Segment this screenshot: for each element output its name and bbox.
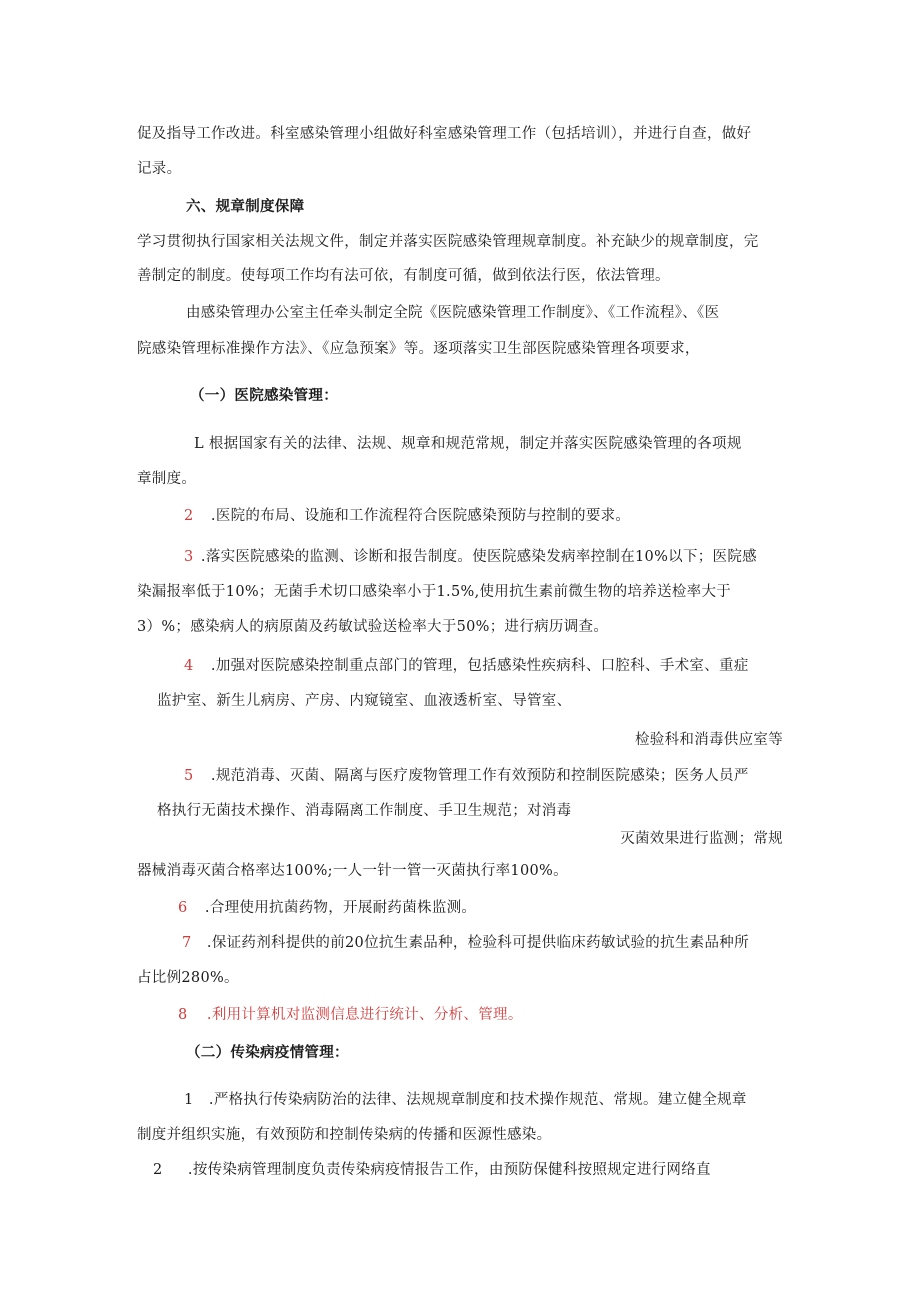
list-item (178, 1005, 523, 1025)
item-text: .医院的布局、设施和工作流程符合医院感染预防与控制的要求。 (210, 508, 631, 524)
item-number: 2 (184, 508, 194, 524)
item-text: .合理使用抗菌药物，开展耐药菌株监测。 (204, 900, 477, 916)
item-text: 根据国家有关的法律、法规、规章和规范常规，制定并落实医院感染管理的各项规 (208, 436, 742, 452)
list-item (184, 506, 630, 526)
item-number: L (194, 436, 204, 452)
item-text: 格执行无菌技术操作、消毒隔离工作制度、手卫生规范；对消毒 (157, 803, 572, 819)
item-number: 2 (153, 1162, 163, 1178)
item-number: 3 (184, 549, 194, 565)
item-text: 占比例280%。 (137, 970, 239, 986)
intro-line: 记录。 (137, 161, 182, 177)
item-number: 7 (182, 935, 192, 951)
item-number: 4 (184, 658, 194, 674)
item-text: 灭菌效果进行监测；常规 (620, 831, 783, 847)
item-text: 检验科和消毒供应室等 (635, 732, 783, 748)
intro-line: 促及指导工作改进。科室感染管理小组做好科室感染管理工作（包括培训），并进行自查，做好 (137, 126, 752, 142)
list-item (153, 1160, 711, 1180)
list-item (184, 766, 749, 786)
item-text: 3）%；感染病人的病原菌及药敏试验送检率大于50%；进行病历调查。 (137, 619, 609, 635)
list-item (184, 547, 757, 567)
list-item (184, 1090, 747, 1110)
item-text: .规范消毒、灭菌、隔离与医疗废物管理工作有效预防和控制医院感染；医务人员严 (210, 768, 749, 784)
list-item (178, 898, 476, 918)
item-text: 器械消毒灭菌合格率达100%;一人一针一管一灭菌执行率100%。 (137, 863, 568, 879)
item-text: .保证药剂科提供的前20位抗生素品种，检验科可提供临床药敏试验的抗生素品种所 (206, 935, 749, 951)
item-text: .按传染病管理制度负责传染病疫情报告工作，由预防保健科按照规定进行网络直 (187, 1162, 711, 1178)
item-number: 6 (178, 900, 188, 916)
paragraph-line: 由感染管理办公室主任牵头制定全院《医院感染管理工作制度》、《工作流程》、《医 (186, 305, 720, 321)
list-item (194, 434, 742, 454)
item-text: .加强对医院感染控制重点部门的管理，包括感染性疾病科、口腔科、手术室、重症 (210, 658, 749, 674)
item-number: 8 (178, 1007, 188, 1023)
item-text: .落实医院感染的监测、诊断和报告制度。使医院感染发病率控制在10%以下；医院感 (200, 549, 757, 565)
item-text: 染漏报率低于10%；无菌手术切口感染率小于1.5%,使用抗生素前微生物的培养送检率大于 (137, 584, 732, 600)
item-text: 监护室、新生儿病房、产房、内窥镜室、血液透析室、导管室、 (157, 693, 572, 709)
item-number: 1 (184, 1092, 194, 1108)
item-text: 制度并组织实施，有效预防和控制传染病的传播和医源性感染。 (137, 1127, 552, 1143)
paragraph-line: 学习贯彻执行国家相关法规文件，制定并落实医院感染管理规章制度。补充缺少的规章制度，完 (137, 234, 759, 250)
item-text: 章制度。 (137, 471, 197, 487)
subsection-heading: （二）传染病疫情管理： (186, 1044, 349, 1061)
paragraph-line: 善制定的制度。使每项工作均有法可依，有制度可循，做到依法行医，依法管理。 (137, 268, 670, 284)
section-heading: 六、规章制度保障 (186, 198, 305, 215)
list-item (182, 933, 749, 953)
item-text: .严格执行传染病防治的法律、法规规章制度和技术操作规范、常规。建立健全规章 (208, 1092, 747, 1108)
paragraph-line: 院感染管理标准操作方法》、《应急预案》等。逐项落实卫生部医院感染管理各项要求， (137, 341, 700, 357)
subsection-heading: （一）医院感染管理： (190, 387, 338, 404)
item-number: 5 (184, 768, 194, 784)
item-text: .利用计算机对监测信息进行统计、分析、管理。 (206, 1007, 523, 1023)
list-item (184, 656, 749, 676)
